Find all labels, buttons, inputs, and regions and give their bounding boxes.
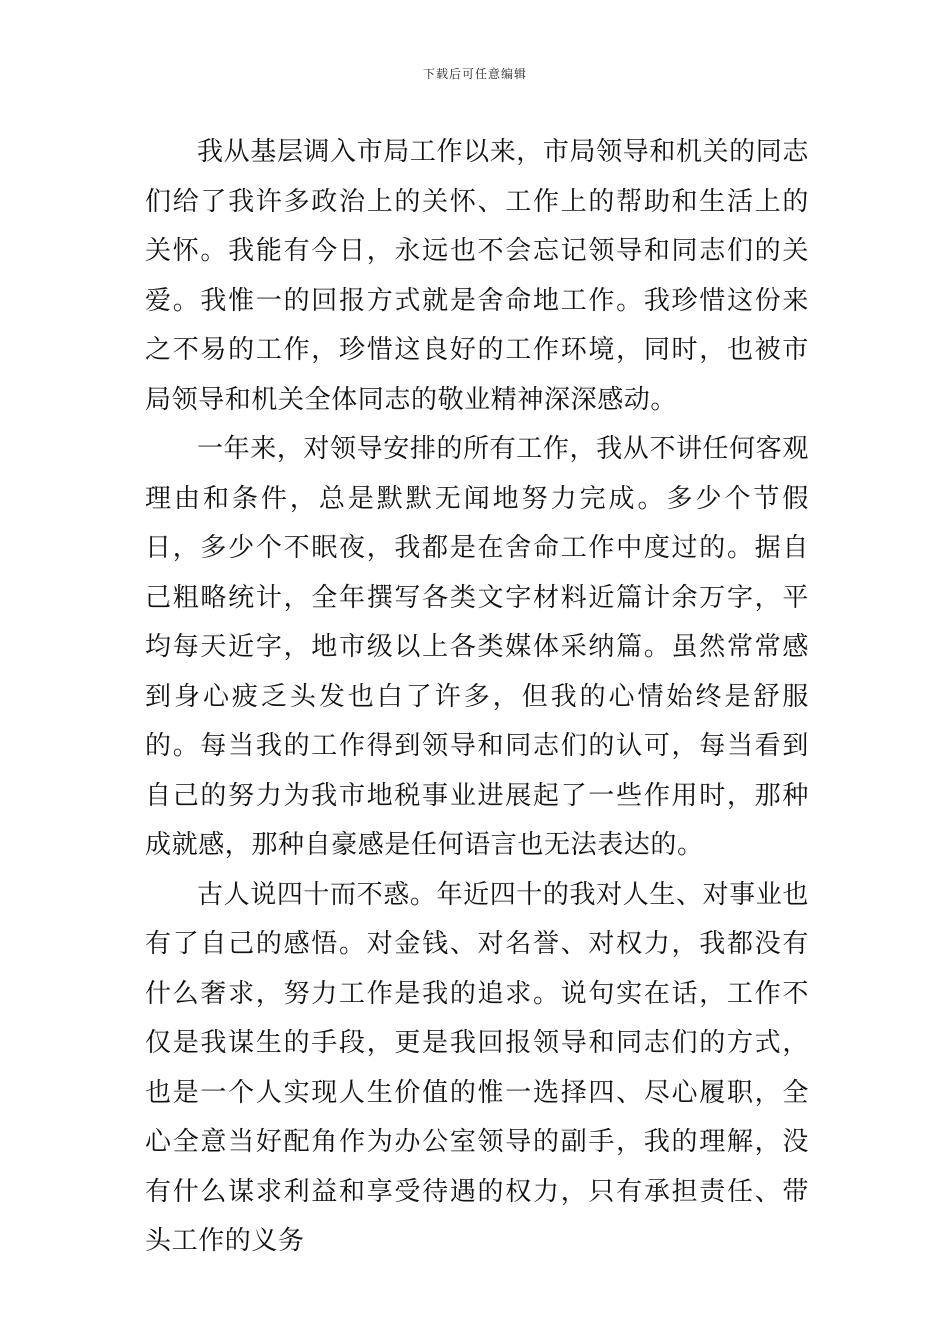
paragraph-3: 古人说四十而不惑。年近四十的我对人生、对事业也有了自己的感悟。对金钱、对名誉、对权力，我都没有什么奢求，努力工作是我的追求。说句实在话，工作不仅是我谋生的手段，更是我回报领导和同志们的方式，也是一个人实现人生价值的惟一选择四、尽心履职，全心全意当好配角作为办公室领导的副手，我的理解，没有什么谋求利益和享受待遇的权力，只有承担责任、带头工作的义务: [145, 879, 809, 1256]
page-header: 下载后可任意编辑: [422, 67, 527, 81]
paragraph-2: 一年来，对领导安排的所有工作，我从不讲任何客观理由和条件，总是默默无闻地努力完成。多少个节假日，多少个不眠夜，我都是在舍命工作中度过的。据自己粗略统计，全年撰写各类文字材料近篇计余万字，平均每天近字，地市级以上各类媒体采纳篇。虽然常常感到身心疲乏头发也白了许多，但我的心情始终是舒服的。每当我的工作得到领导和同志们的认可，每当看到自己的努力为我市地税事业进展起了一些作用时，那种成就感，那种自豪感是任何语言也无法表达的。: [145, 434, 809, 860]
document-body: [145, 128, 809, 1267]
paragraph-1: 我从基层调入市局工作以来，市局领导和机关的同志们给了我许多政治上的关怀、工作上的帮助和生活上的关怀。我能有今日，永远也不会忘记领导和同志们的关爱。我惟一的回报方式就是舍命地工作。我珍惜这份来之不易的工作，珍惜这良好的工作环境，同时，也被市局领导和机关全体同志的敬业精神深深感动。: [145, 137, 809, 415]
